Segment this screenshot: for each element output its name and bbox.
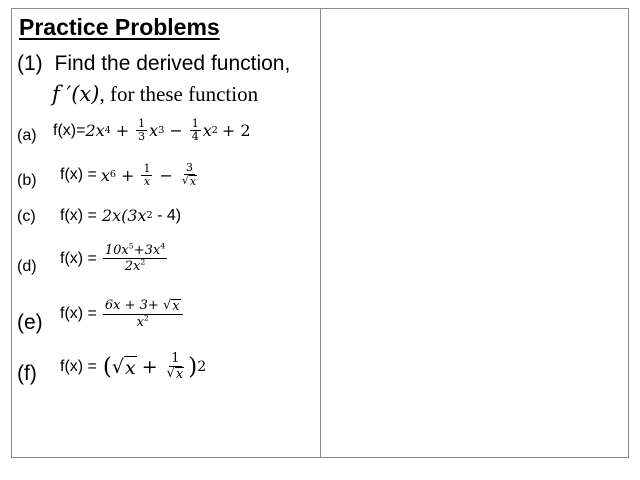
item-a-den: 3: [138, 130, 146, 144]
item-e-expression: [60, 298, 185, 331]
question-text-rest: , for these function: [99, 82, 259, 106]
item-f-sqrt: [112, 356, 137, 379]
item-c-rest: - 4): [152, 206, 182, 224]
item-b-var: x: [100, 165, 110, 185]
item-d-num-term: +3x: [133, 243, 161, 258]
item-e-lhs: f(x) =: [60, 305, 97, 323]
item-b-op: +: [121, 165, 135, 185]
item-d-exp: 4: [160, 241, 166, 251]
item-a-constant: + 2: [221, 121, 251, 141]
item-a-den: 4: [191, 130, 199, 144]
item-e-sqrt: [163, 299, 181, 314]
item-a-var: x: [149, 121, 159, 141]
item-d-exp: 2: [140, 257, 146, 267]
item-b-op: −: [159, 165, 173, 185]
item-b-fraction: [180, 162, 199, 188]
item-e-den-term: x: [136, 315, 144, 331]
item-d-label: (d): [17, 258, 37, 275]
item-f-paren-close: ): [188, 354, 198, 381]
item-f-num: 1: [171, 351, 180, 366]
item-e-label: (e): [17, 311, 43, 334]
item-b-sqrt: [180, 175, 199, 188]
question-text: Find the derived function,: [54, 52, 291, 75]
item-c-lhs: f(x) =: [60, 206, 97, 224]
item-f-label: (f): [17, 362, 37, 385]
item-f-radicand: x: [175, 367, 184, 383]
item-a-term: 2x: [85, 121, 105, 141]
item-d-exp: 5: [128, 241, 134, 251]
item-d-num-term: 10x: [104, 243, 129, 258]
item-e-fraction: [103, 298, 183, 331]
item-a-num: 1: [138, 117, 146, 130]
item-d-lhs: f(x) =: [60, 249, 97, 267]
item-a-fraction: [190, 118, 201, 143]
sqrt-symbol: √: [181, 174, 189, 188]
item-b-radicand: x: [189, 175, 197, 189]
item-d-fraction: [103, 243, 167, 275]
sqrt-symbol: √: [166, 366, 175, 382]
item-f-op: +: [141, 356, 158, 379]
item-d-numerator: [103, 243, 167, 259]
question-number: (1): [17, 52, 43, 75]
item-b-fraction: [141, 163, 152, 188]
item-f-paren-open: (: [102, 354, 112, 381]
item-a-lhs: f(x)=: [53, 121, 86, 139]
item-e-num-term: 6x + 3+: [104, 298, 163, 313]
item-a-expression: f(x)= 2x 4 + $\frac{1}{3}$ x 3 − $\frac{1}{4}$ x 2 + 2: [53, 117, 251, 144]
item-a-fraction: [136, 118, 147, 143]
item-c-label: (c): [17, 208, 36, 225]
item-b-expression: f(x) = x 6 + $\frac{1}{x}$ − 3 √ x: [60, 162, 201, 188]
item-a-op: +: [115, 121, 130, 141]
question-line-1: [17, 52, 290, 76]
item-e-numerator: [103, 298, 183, 315]
item-d-den-term: 2x: [124, 259, 141, 275]
item-e-exp: 2: [143, 313, 149, 323]
item-f-expression: f(x) = ( √ x + 1 √ x ) 2: [60, 351, 207, 383]
item-a-var: x: [202, 121, 212, 141]
page-title: Practice Problems: [19, 14, 220, 40]
item-c-term: 2x: [101, 206, 122, 225]
sqrt-symbol: √: [162, 298, 172, 313]
item-b-num: 1: [143, 161, 151, 175]
item-d-denominator: [123, 259, 148, 274]
question-line-2: [52, 82, 258, 107]
item-d-expression: [60, 243, 169, 275]
item-f-radicand: x: [124, 356, 136, 379]
item-b-den: x: [143, 174, 151, 188]
item-e-denominator: [135, 315, 151, 330]
item-e-radicand: x: [172, 299, 180, 314]
item-f-fraction: [165, 352, 187, 383]
item-b-num: 3: [185, 161, 193, 174]
derivative-notation: f ′(x): [52, 82, 100, 106]
item-c-expression: f(x) = 2x (3x 2 - 4): [60, 206, 182, 225]
item-c-term: (3x: [121, 206, 147, 225]
item-f-sqrt-den: [165, 367, 187, 382]
sqrt-symbol: √: [111, 355, 124, 378]
right-panel: [320, 8, 629, 458]
item-b-lhs: f(x) =: [60, 166, 97, 184]
item-b-label: (b): [17, 172, 37, 189]
item-a-op: −: [169, 121, 183, 141]
item-f-lhs: f(x) =: [60, 358, 97, 376]
item-a-label: (a): [17, 127, 37, 144]
item-a-num: 1: [191, 117, 199, 130]
